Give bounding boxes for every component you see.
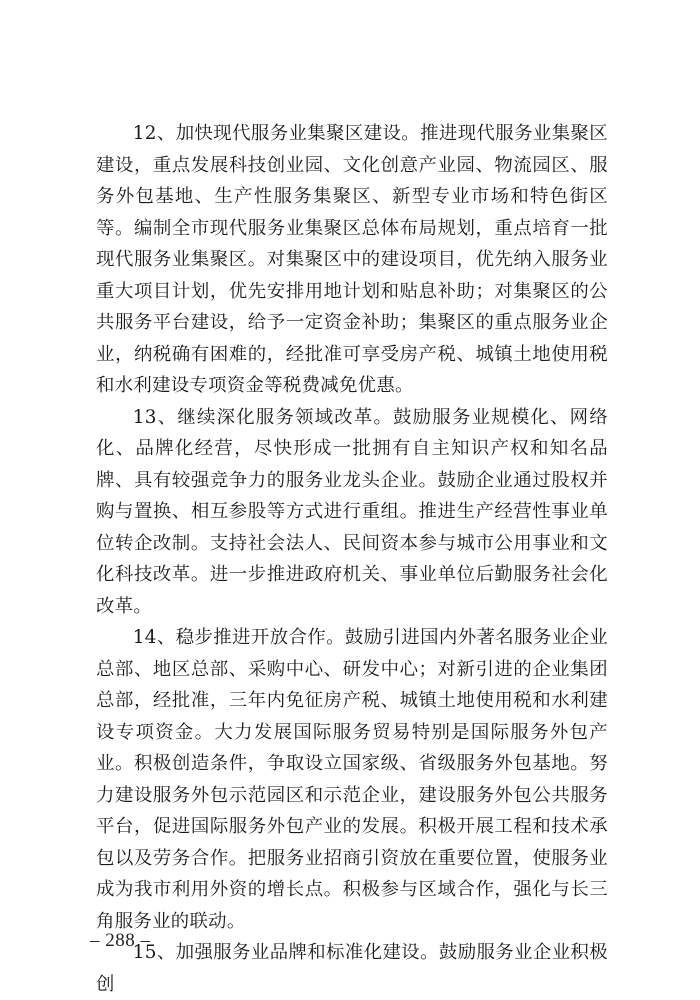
document-body: [96, 118, 608, 1000]
paragraph-15: 15、加强服务业品牌和标准化建设。鼓励服务业企业积极创: [96, 942, 608, 995]
paragraph-14: 14、稳步推进开放合作。鼓励引进国内外著名服务业企业总部、地区总部、采购中心、研发中心；对新引进的企业集团总部，经批准，三年内免征房产税、城镇土地使用税和水利建设专项资金。大力发展国际服务贸易特别是国际服务外包产业。积极创造条件，争取设立国家级、省级服务外包基地。努力建设服务外包示范园区和示范企业，建设服务外包公共服务平台，促进国际服务外包产业的发展。积极开展工程和技术承包以及劳务合作。把服务业招商引资放在重要位置，使服务业成为我市利用外资的增长点。积极参与区域合作，强化与长三角服务业的联动。: [96, 627, 608, 932]
paragraph-12: 12、加快现代服务业集聚区建设。推进现代服务业集聚区建设，重点发展科技创业园、文化创意产业园、物流园区、服务外包基地、生产性服务集聚区、新型专业市场和特色街区等。编制全市现代服务业集聚区总体布局规划，重点培育一批现代服务业集聚区。对集聚区中的建设项目，优先纳入服务业重大项目计划，优先安排用地计划和贴息补助；对集聚区的公共服务平台建设，给予一定资金补助；集聚区的重点服务业企业，纳税确有困难的，经批准可享受房产税、城镇土地使用税和水利建设专项资金等税费减免优惠。: [96, 123, 608, 396]
paragraph-13: 13、继续深化服务领域改革。鼓励服务业规模化、网络化、品牌化经营，尽快形成一批拥有自主知识产权和知名品牌、具有较强竞争力的服务业龙头企业。鼓励企业通过股权并购与置换、相互参股等方式进行重组。推进生产经营性事业单位转企改制。支持社会法人、民间资本参与城市公用事业和文化科技改革。进一步推进政府机关、事业单位后勤服务社会化改革。: [96, 406, 608, 617]
page-number: – 288 –: [90, 930, 151, 951]
